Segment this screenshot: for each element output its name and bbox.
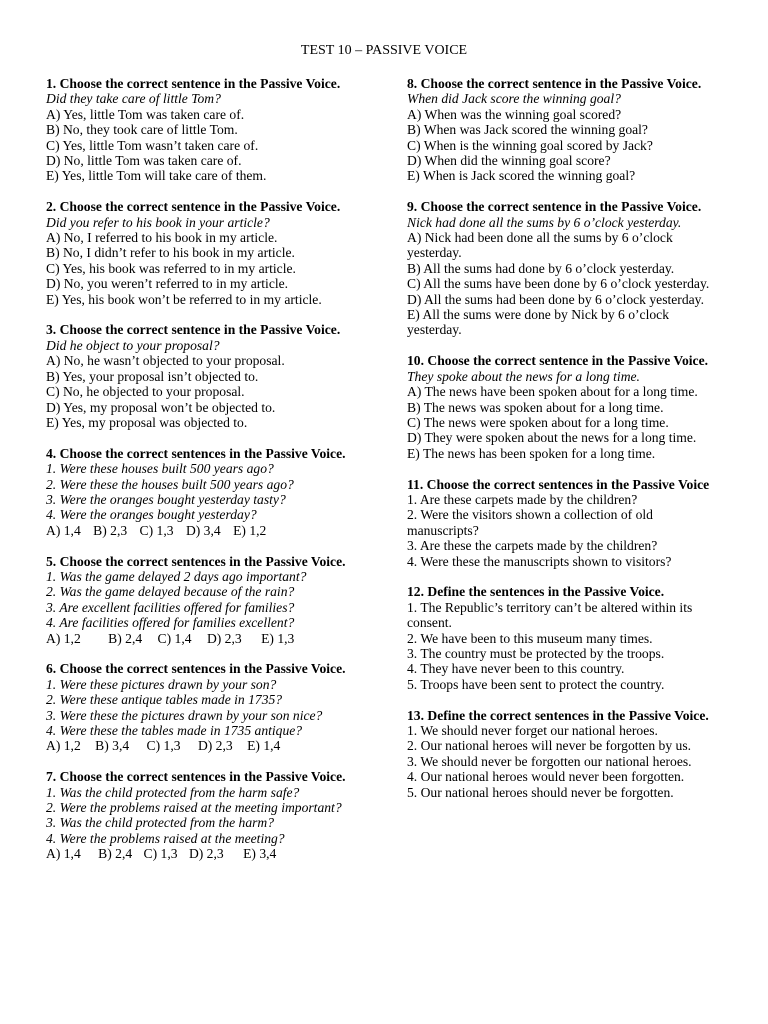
answer-option: D) They were spoken about the news for a long time.	[407, 430, 697, 446]
question-title: 6. Choose the correct sentences in the Passive Voice.	[46, 661, 346, 677]
sentence-item: 3. Are these the carpets made by the children?	[407, 538, 658, 554]
question-item: 4. Were the oranges bought yesterday?	[46, 507, 257, 523]
sentence-item: 5. Troops have been sent to protect the country.	[407, 676, 665, 692]
answer-option: E) Yes, my proposal was objected to.	[46, 414, 248, 430]
question-1	[46, 76, 368, 184]
answer-option: B) The news was spoken about for a long time.	[407, 399, 664, 415]
answer-choice: B) 3,4	[95, 738, 130, 754]
answer-option: A) No, I referred to his book in my article.	[46, 230, 278, 246]
question-title: 12. Define the sentences in the Passive Voice.	[407, 584, 665, 600]
right-column	[407, 76, 725, 815]
question-item: 3. Were these the pictures drawn by your son nice?	[46, 707, 323, 723]
sentence-item: 4. Were these the manuscripts shown to visitors?	[407, 553, 672, 569]
question-item: 4. Were these the tables made in 1735 antique?	[46, 722, 303, 738]
question-title: 4. Choose the correct sentences in the Passive Voice.	[46, 445, 346, 461]
answer-option: E) All the sums were done by Nick by 6 o’clock yesterday.	[407, 307, 669, 338]
answer-option: D) When did the winning goal score?	[407, 153, 611, 169]
question-6	[46, 661, 368, 753]
answer-choices	[46, 738, 368, 753]
answer-option: A) When was the winning goal scored?	[407, 106, 622, 122]
sentence-item: 4. They have never been to this country.	[407, 661, 625, 677]
answer-choice: E) 1,4	[247, 738, 281, 754]
sentence-item: 4. Our national heroes would never been forgotten.	[407, 769, 685, 785]
answer-choice: D) 3,4	[185, 522, 221, 538]
question-9	[407, 199, 725, 338]
question-4	[46, 446, 368, 538]
question-prompt: They spoke about the news for a long time.	[407, 368, 640, 384]
answer-choice: D) 2,3	[197, 738, 233, 754]
answer-choice: B) 2,3	[93, 522, 128, 538]
question-title: 2. Choose the correct sentence in the Passive Voice.	[46, 199, 341, 215]
question-title: 1. Choose the correct sentence in the Passive Voice.	[46, 76, 341, 91]
answer-option: E) The news has been spoken for a long time.	[407, 445, 656, 461]
sentence-item: 3. We should never be forgotten our national heroes.	[407, 753, 692, 769]
question-title: 3. Choose the correct sentence in the Passive Voice.	[46, 322, 341, 338]
answer-choice: E) 3,4	[243, 846, 277, 862]
answer-option: C) No, he objected to your proposal.	[46, 384, 245, 400]
question-title: 13. Define the correct sentences in the Passive Voice.	[407, 707, 709, 723]
question-title: 11. Choose the correct sentences in the Passive Voice	[407, 476, 710, 492]
answer-option: D) All the sums had been done by 6 o’clock yesterday.	[407, 291, 704, 307]
question-item: 3. Was the child protected from the harm?	[46, 815, 275, 831]
answer-option: B) No, they took care of little Tom.	[46, 122, 238, 138]
answer-option: D) No, little Tom was taken care of.	[46, 153, 242, 169]
answer-option: C) All the sums have been done by 6 o’clock yesterday.	[407, 276, 710, 292]
answer-choice: D) 2,3	[206, 630, 242, 646]
sentence-item: 2. Our national heroes will never be forgotten by us.	[407, 738, 692, 754]
question-title: 10. Choose the correct sentence in the Passive Voice.	[407, 353, 709, 369]
answer-choice: D) 2,3	[188, 846, 224, 862]
question-10	[407, 353, 725, 461]
answer-option: A) No, he wasn’t objected to your proposal.	[46, 353, 285, 369]
question-item: 4. Were the problems raised at the meeting?	[46, 830, 285, 846]
question-7	[46, 769, 368, 861]
question-title: 5. Choose the correct sentences in the Passive Voice.	[46, 553, 346, 569]
question-title: 7. Choose the correct sentences in the Passive Voice.	[46, 769, 346, 785]
answer-option: C) When is the winning goal scored by Jack?	[407, 137, 653, 153]
answer-option: D) No, you weren’t referred to in my article.	[46, 276, 289, 292]
answer-option: B) All the sums had done by 6 o’clock yesterday.	[407, 260, 675, 276]
question-prompt: When did Jack score the winning goal?	[407, 91, 621, 107]
answer-choice: E) 1,3	[261, 630, 295, 646]
question-item: 2. Were these the houses built 500 years ago?	[46, 476, 294, 492]
sentence-item: 1. Are these carpets made by the children?	[407, 491, 638, 507]
answer-option: E) When is Jack scored the winning goal?	[407, 168, 636, 184]
answer-choice: A) 1,2	[46, 630, 81, 646]
answer-choice: C) 1,4	[157, 630, 192, 646]
answer-option: E) Yes, his book won’t be referred to in my article.	[46, 291, 322, 307]
answer-option: A) The news have been spoken about for a long time.	[407, 384, 698, 400]
answer-choice: A) 1,4	[46, 522, 81, 538]
answer-option: C) Yes, little Tom wasn’t taken care of.	[46, 137, 259, 153]
answer-option: B) When was Jack scored the winning goal?	[407, 122, 648, 138]
question-item: 3. Are excellent facilities offered for families?	[46, 599, 295, 615]
sentence-item: 2. Were the visitors shown a collection of old manuscripts?	[407, 507, 653, 538]
answer-option: B) No, I didn’t refer to his book in my article.	[46, 245, 295, 261]
answer-choice: C) 1,3	[139, 522, 174, 538]
question-2	[46, 199, 368, 307]
answer-option: A) Nick had been done all the sums by 6 o’clock yesterday.	[407, 230, 673, 261]
sentence-item: 2. We have been to this museum many times.	[407, 630, 653, 646]
sentence-item: 3. The country must be protected by the troops.	[407, 645, 665, 661]
question-prompt: Did he object to your proposal?	[46, 337, 220, 353]
question-title: 9. Choose the correct sentence in the Passive Voice.	[407, 199, 702, 215]
answer-option: E) Yes, little Tom will take care of them.	[46, 168, 267, 184]
question-8	[407, 76, 725, 184]
answer-choice: C) 1,3	[143, 846, 178, 862]
question-item: 1. Was the child protected from the harm safe?	[46, 784, 300, 800]
answer-choice: A) 1,2	[46, 738, 81, 754]
answer-choice: B) 2,4	[108, 630, 143, 646]
answer-choice: B) 2,4	[98, 846, 133, 862]
answer-option: C) The news were spoken about for a long time.	[407, 414, 669, 430]
sentence-item: 1. The Republic’s territory can’t be altered within its consent.	[407, 599, 693, 631]
question-11	[407, 477, 725, 569]
answer-choices	[46, 846, 368, 861]
question-12	[407, 584, 725, 692]
question-item: 2. Were the problems raised at the meeting important?	[46, 800, 342, 815]
answer-choice: E) 1,2	[233, 522, 267, 538]
answer-option: B) Yes, your proposal isn’t objected to.	[46, 368, 259, 384]
question-3	[46, 322, 368, 430]
question-item: 1. Was the game delayed 2 days ago important?	[46, 568, 307, 584]
question-13	[407, 708, 725, 800]
question-prompt: Did they take care of little Tom?	[46, 91, 221, 107]
answer-option: D) Yes, my proposal won’t be objected to.	[46, 399, 276, 415]
sentence-item: 5. Our national heroes should never be forgotten.	[407, 784, 674, 800]
answer-option: A) Yes, little Tom was taken care of.	[46, 106, 245, 122]
question-5	[46, 554, 368, 646]
question-item: 2. Was the game delayed because of the rain?	[46, 584, 295, 600]
answer-choice: A) 1,4	[46, 846, 81, 862]
answer-choices	[46, 523, 368, 538]
question-item: 1. Were these pictures drawn by your son?	[46, 676, 277, 692]
question-item: 3. Were the oranges bought yesterday tasty?	[46, 491, 286, 507]
answer-option: C) Yes, his book was referred to in my article.	[46, 260, 296, 276]
question-title: 8. Choose the correct sentence in the Passive Voice.	[407, 76, 702, 91]
sentence-item: 1. We should never forget our national heroes.	[407, 722, 658, 738]
question-item: 2. Were these antique tables made in 1735?	[46, 692, 283, 708]
answer-choices	[46, 631, 368, 646]
question-prompt: Did you refer to his book in your article?	[46, 214, 270, 230]
question-item: 1. Were these houses built 500 years ago?	[46, 461, 274, 477]
question-prompt: Nick had done all the sums by 6 o’clock yesterday.	[407, 214, 682, 230]
left-column	[46, 76, 368, 877]
page-title: TEST 10 – PASSIVE VOICE	[300, 43, 468, 58]
question-item: 4. Are facilities offered for families excellent?	[46, 615, 295, 631]
answer-choice: C) 1,3	[146, 738, 181, 754]
